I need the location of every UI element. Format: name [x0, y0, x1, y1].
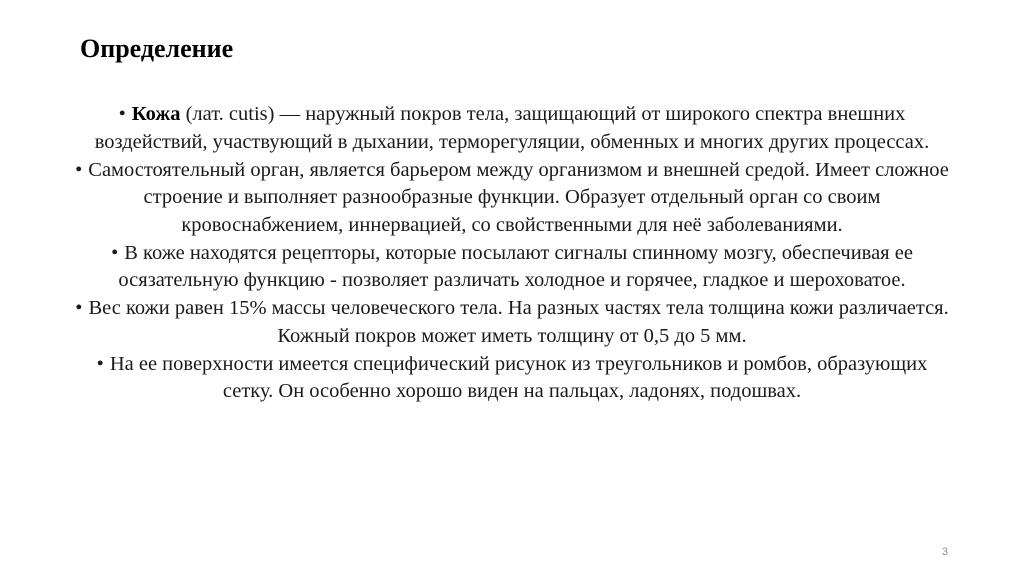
- bullet-text: (лат. cutis) — наружный покров тела, защищающий от широкого спектра внешних воздействий, участвующий в дыхании, терморегуляции, обменных и многих других процессах.: [94, 103, 930, 153]
- bullet-text: В коже находятся рецепторы, которые посылают сигналы спинному мозгу, обеспечивая ее осязательную функцию - позволяет различать холодное и горячее, гладкое и шероховатое.: [118, 241, 913, 291]
- bullet-text: Самостоятельный орган, является барьером между организмом и внешней средой. Имеет сложное строение и выполняет разнообразные функции. Образует отдельный орган со своим кровоснабжением, иннервацией, со свойственными для неё заболеваниями.: [88, 158, 949, 236]
- bullet-icon: •: [96, 352, 104, 375]
- bullet-item-receptors: [72, 240, 952, 295]
- bullet-icon: •: [118, 103, 126, 125]
- bullet-item-skin-weight: [72, 295, 952, 350]
- page-number: 3: [941, 546, 948, 558]
- bullet-list: [72, 101, 952, 406]
- bullet-item-surface-pattern: [72, 351, 952, 406]
- bullet-item-skin-definition: [72, 101, 952, 156]
- bullet-text: Вес кожи равен 15% массы человеческого тела. На разных частях тела толщина кожи различается. Кожный покров может иметь толщину от 0,5 до 5 мм.: [88, 297, 949, 347]
- bullet-icon: •: [75, 297, 83, 319]
- bullet-icon: •: [111, 241, 119, 264]
- term-skin: Кожа: [131, 103, 181, 125]
- slide-title: Определение: [80, 34, 234, 63]
- bullet-icon: •: [75, 158, 83, 181]
- bullet-item-independent-organ: [72, 157, 952, 240]
- bullet-text: На ее поверхности имеется специфический рисунок из треугольников и ромбов, образующих сетку. Он особенно хорошо виден на пальцах, ладонях, подошвах.: [109, 352, 928, 402]
